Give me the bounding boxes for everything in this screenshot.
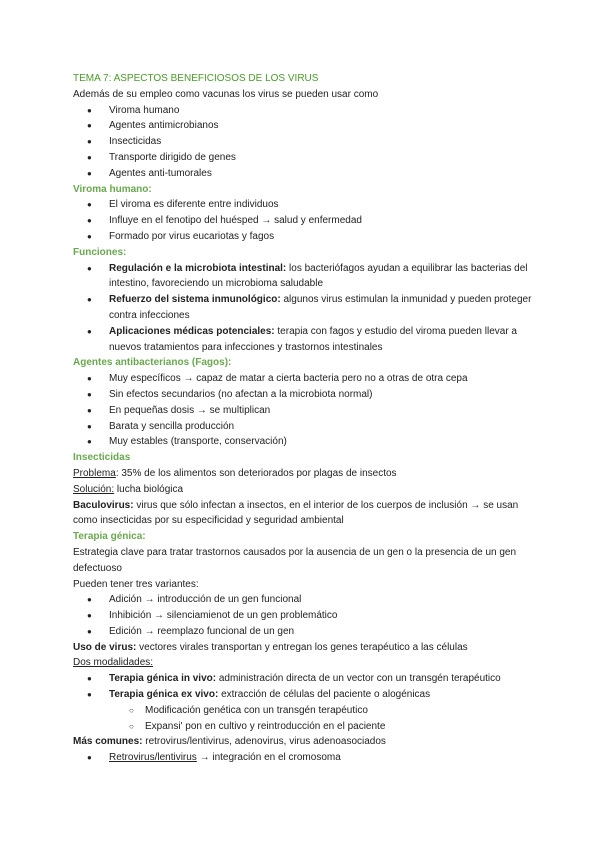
- list-item: ● Muy estables (transporte, conservación): [73, 434, 543, 450]
- baculovirus-text: virus que sólo infectan a insectos, en el interior de los cuerpos de inclusión → se usan como insecticidas por su especificidad y seguridad ambiental: [73, 499, 519, 527]
- uso-virus-line: [73, 640, 543, 656]
- baculovirus-paragraph: [73, 498, 543, 530]
- terapia-paragraph: Estrategia clave para tratar trastornos causados por la ausencia de un gen o la presencia de un gen defectuoso: [73, 546, 517, 574]
- solucion-label: Solución:: [73, 483, 115, 495]
- document-title: TEMA 7: ASPECTOS BENEFICIOSOS DE LOS VIRUS: [73, 73, 319, 84]
- intro-paragraph: Además de su empleo como vacunas los virus se pueden usar como: [73, 88, 379, 100]
- section-heading-antibacterianos: Agentes antibacterianos (Fagos):: [73, 357, 232, 369]
- list-item: ○ Expansi' pon en cultivo y reintroducción en el paciente: [73, 719, 543, 735]
- variantes-intro: Pueden tener tres variantes:: [73, 578, 199, 590]
- solucion-line: [73, 482, 543, 498]
- item-text: administración directa de un vector con un transgén terapéutico: [216, 673, 501, 685]
- item-text: algunos virus estimulan la inmunidad y pueden proteger contra infecciones: [109, 294, 532, 321]
- list-item: [73, 687, 543, 703]
- list-item: ● Insecticidas: [73, 134, 543, 150]
- item-bold-label: Regulación e la microbiota intestinal:: [109, 262, 287, 274]
- item-text: extracción de células del paciente o alogénicas: [218, 689, 431, 701]
- list-item: [73, 292, 543, 324]
- list-item: ● El viroma es diferente entre individuos: [73, 197, 543, 213]
- list-item: [73, 261, 543, 293]
- retrovirus-text: → integración en el cromosoma: [196, 752, 341, 764]
- section-heading-insecticidas: Insecticidas: [73, 452, 131, 464]
- antibacterianos-list: [73, 371, 543, 450]
- list-item: ● Transporte dirigido de genes: [73, 150, 543, 166]
- mas-comunes-text: retrovirus/lentivirus, adenovirus, virus adenoasociados: [142, 736, 386, 748]
- item-bold-label: Aplicaciones médicas potenciales:: [109, 325, 275, 337]
- list-item: ● Inhibición → silenciamienot de un gen problemático: [73, 608, 543, 624]
- list-item: ● Edición → reemplazo funcional de un gen: [73, 624, 543, 640]
- document-page: [73, 71, 543, 766]
- list-item: ○ Modificación genética con un transgén terapéutico: [73, 703, 543, 719]
- list-item: ● Sin efectos secundarios (no afectan a la microbiota normal): [73, 387, 543, 403]
- variantes-list: [73, 592, 543, 639]
- problema-text: : 35% de los alimentos son deteriorados por plagas de insectos: [115, 467, 397, 479]
- solucion-text: lucha biológica: [114, 483, 184, 495]
- section-heading-viroma: Viroma humano:: [73, 183, 152, 195]
- uso-virus-label: Uso de virus:: [73, 641, 137, 653]
- problema-label: Problema: [73, 467, 116, 479]
- list-item: ● Adición → introducción de un gen funcional: [73, 592, 543, 608]
- list-item: ● En pequeñas dosis → se multiplican: [73, 403, 543, 419]
- viroma-list: [73, 197, 543, 244]
- list-item: ● Influye en el fenotipo del huésped → salud y enfermedad: [73, 213, 543, 229]
- list-item: ● Viroma humano: [73, 103, 543, 119]
- list-item: ● Muy específicos → capaz de matar a cierta bacteria pero no a otras de otra cepa: [73, 371, 543, 387]
- modalidades-list: [73, 671, 543, 703]
- item-text: los bacteriófagos ayudan a equilibrar las bacterias del intestino, favoreciendo un microbioma saludable: [109, 262, 528, 290]
- item-bold-label: Terapia génica ex vivo:: [109, 689, 219, 701]
- item-bold-label: Refuerzo del sistema inmunológico:: [109, 294, 281, 306]
- mas-comunes-label: Más comunes:: [73, 736, 143, 748]
- uso-virus-text: vectores virales transportan y entregan los genes terapéutico a las células: [136, 641, 468, 653]
- item-bold-label: Terapia génica in vivo:: [109, 673, 217, 685]
- section-heading-funciones: Funciones:: [73, 246, 127, 258]
- funciones-list: [73, 261, 543, 356]
- list-item: ● Formado por virus eucariotas y fagos: [73, 229, 543, 245]
- list-item: ● Agentes anti-tumorales: [73, 166, 543, 182]
- ex-vivo-sublist: [73, 703, 543, 735]
- item-text: terapia con fagos y estudio del viroma pueden llevar a nuevos tratamientos para infecciones y trastornos intestinales: [109, 325, 517, 353]
- list-item: ● Barata y sencilla producción: [73, 419, 543, 435]
- mas-comunes-line: [73, 734, 543, 750]
- problema-line: [73, 466, 543, 482]
- baculovirus-label: Baculovirus:: [73, 499, 134, 511]
- modalidades-label: Dos modalidades:: [73, 657, 154, 669]
- section-heading-terapia: Terapia génica:: [73, 531, 146, 543]
- retrovirus-list: [73, 750, 543, 766]
- list-item: [73, 671, 543, 687]
- list-item: [73, 324, 543, 356]
- retrovirus-label: Retrovirus/lentivirus: [109, 752, 197, 764]
- intro-list: [73, 103, 543, 182]
- list-item: ● Agentes antimicrobianos: [73, 118, 543, 134]
- list-item: [73, 750, 543, 766]
